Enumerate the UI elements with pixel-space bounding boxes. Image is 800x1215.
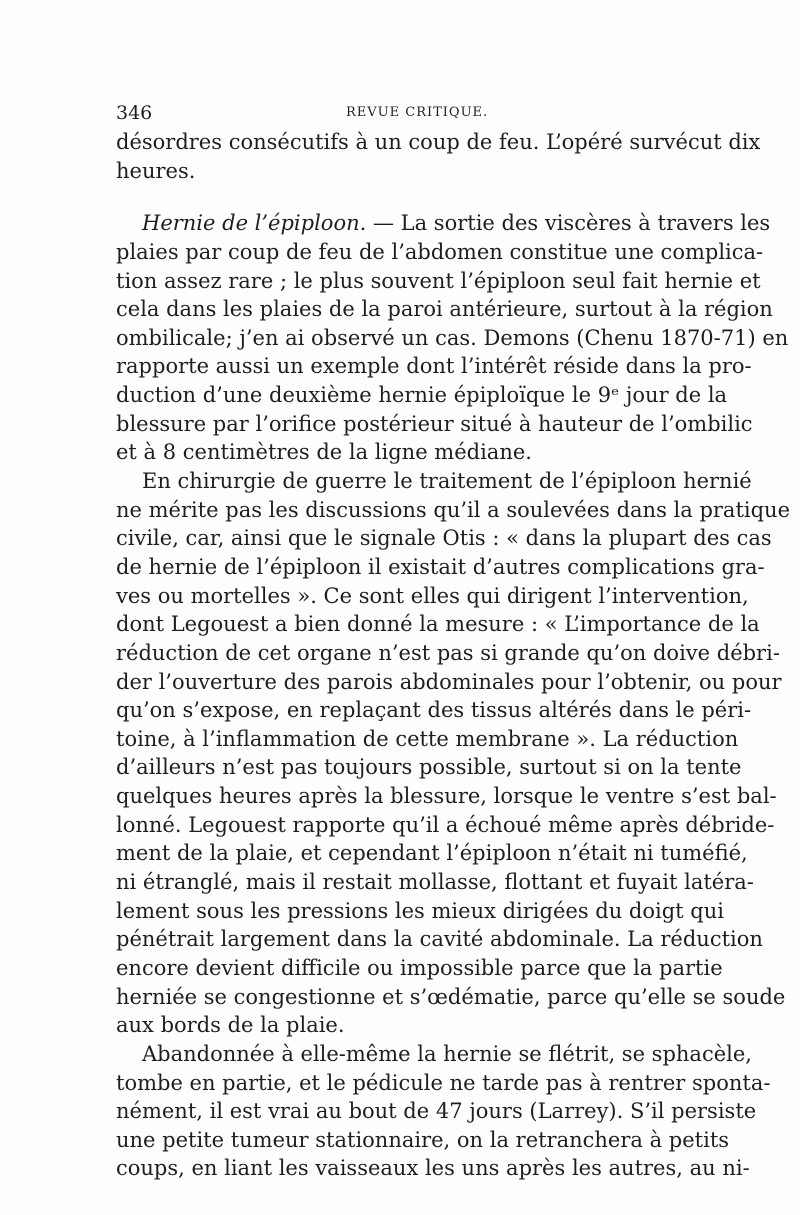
text-line: encore devient difficile ou impossible parce que la partie xyxy=(116,955,723,980)
text-line: désordres consécutifs à un coup de feu. L’opéré survécut dix xyxy=(116,130,761,154)
text-line: une petite tumeur stationnaire, on la retranchera à petits xyxy=(116,1127,730,1152)
running-head: REVUE CRITIQUE. xyxy=(346,105,489,120)
text-line: der l’ouverture des parois abdominales pour l’obtenir, ou pour xyxy=(116,669,782,694)
text-line: quelques heures après la blessure, lorsque le ventre s’est bal- xyxy=(116,784,777,809)
text-line: plaies par coup de feu de l’abdomen constitue une complica- xyxy=(116,239,764,264)
text-line: En chirurgie de guerre le traitement de l’épiploon hernié xyxy=(142,469,752,494)
text-line: ves ou mortelles ». Ce sont elles qui dirigent l’intervention, xyxy=(116,583,749,608)
text-line: dont Legouest a bien donné la mesure : « L’importance de la xyxy=(116,612,760,637)
text-line: toine, à l’inflammation de cette membrane ». La réduction xyxy=(116,726,739,751)
text-line: herniée se congestionne et s’œdématie, parce qu’elle se soude xyxy=(116,984,786,1009)
text-line: qu’on s’expose, en replaçant des tissus altérés dans le péri- xyxy=(116,698,752,723)
page-header xyxy=(116,102,686,128)
text-line: rapporte aussi un exemple dont l’intérêt réside dans la pro- xyxy=(116,354,752,379)
text-line: coups, en liant les vaisseaux les uns après les autres, au ni- xyxy=(116,1156,750,1181)
page-number: 346 xyxy=(116,102,153,124)
text-line: nément, il est vrai au bout de 47 jours (Larrey). S’il persiste xyxy=(116,1099,757,1124)
text-line: ment de la plaie, et cependant l’épiploon n’était ni tuméfié, xyxy=(116,841,748,866)
text-line: réduction de cet organe n’est pas si grande qu’on doive débri- xyxy=(116,640,780,665)
text-line xyxy=(116,209,771,238)
text-line: ombilicale; j’en ai observé un cas. Demons (Chenu 1870-71) en xyxy=(116,325,789,350)
text-line: tion assez rare ; le plus souvent l’épiploon seul fait hernie et xyxy=(116,268,761,293)
text-line: Abandonnée à elle-même la hernie se flétrit, se sphacèle, xyxy=(142,1041,752,1066)
text-line: pénétrait largement dans la cavité abdominale. La réduction xyxy=(116,927,763,952)
text-line: duction d’une deuxième hernie épiploïque le 9ᵉ jour de la xyxy=(116,383,728,408)
text-line: lement sous les pressions les mieux dirigées du doigt qui xyxy=(116,898,724,923)
text-line: blessure par l’orifice postérieur situé à hauteur de l’ombilic xyxy=(116,411,753,436)
text-line: civile, car, ainsi que le signale Otis : « dans la plupart des cas xyxy=(116,526,772,551)
text-line: ni étranglé, mais il restait mollasse, flottant et fuyait latéra- xyxy=(116,870,754,895)
text-line: d’ailleurs n’est pas toujours possible, surtout si on la tente xyxy=(116,755,742,780)
section-title: Hernie de l’épiploon. xyxy=(142,211,367,236)
section-title-rest: — La sortie des viscères à travers les xyxy=(372,211,771,236)
body-text xyxy=(116,128,790,1183)
text-line: et à 8 centimètres de la ligne médiane. xyxy=(116,440,532,465)
text-line: cela dans les plaies de la paroi antérieure, surtout à la région xyxy=(116,297,773,322)
text-line: lonné. Legouest rapporte qu’il a échoué même après débride- xyxy=(116,812,775,837)
text-line: de hernie de l’épiploon il existait d’autres complications gra- xyxy=(116,554,765,579)
text-line: aux bords de la plaie. xyxy=(116,1013,345,1038)
text-line: ne mérite pas les discussions qu’il a soulevées dans la pratique xyxy=(116,497,790,522)
text-line: heures. xyxy=(116,158,196,183)
text-line: tombe en partie, et le pédicule ne tarde pas à rentrer sponta- xyxy=(116,1070,771,1095)
